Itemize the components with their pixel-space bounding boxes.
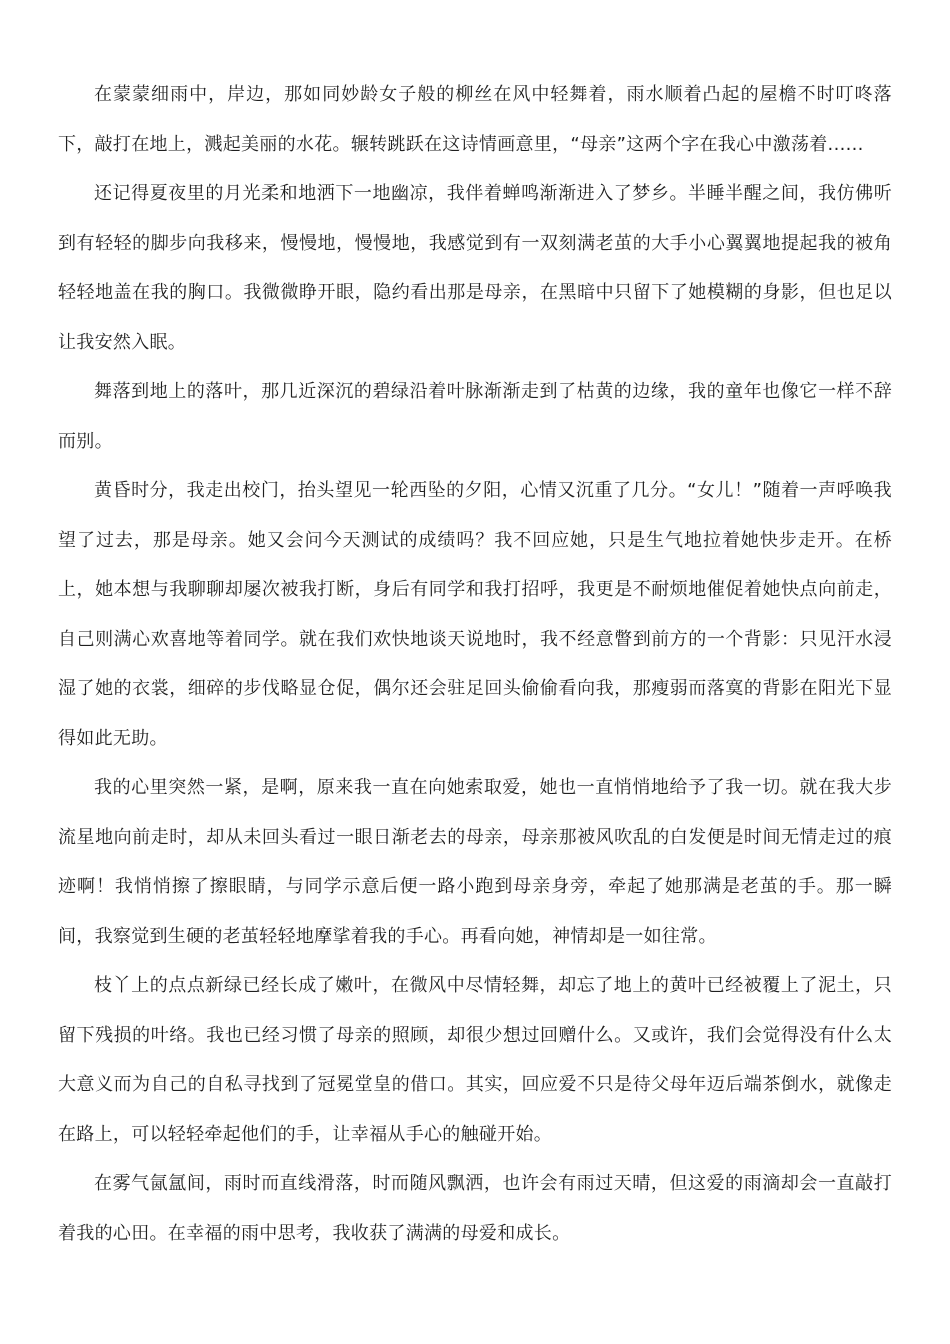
paragraph-6: 枝丫上的点点新绿已经长成了嫩叶，在微风中尽情轻舞，却忘了地上的黄叶已经被覆上了泥土，只留下残损的叶络。我也已经习惯了母亲的照顾，却很少想过回赠什么。又或许，我们会觉得没有什么太大意义而为自己的自私寻找到了冠冕堂皇的借口。其实，回应爱不只是待父母年迈后端茶倒水，就像走在路上，可以轻轻牵起他们的手，让幸福从手心的触碰开始。 (58, 975, 892, 1145)
paragraph-2: 还记得夏夜里的月光柔和地洒下一地幽凉，我伴着蝉鸣渐渐进入了梦乡。半睡半醒之间，我仿佛听到有轻轻的脚步向我移来，慢慢地，慢慢地，我感觉到有一双刻满老茧的大手小心翼翼地提起我的被角轻轻地盖在我的胸口。我微微睁开眼，隐约看出那是母亲，在黑暗中只留下了她模糊的身影，但也足以让我安然入眠。 (58, 183, 892, 353)
paragraph-4: 黄昏时分，我走出校门，抬头望见一轮西坠的夕阳，心情又沉重了几分。“女儿！”随着一声呼唤我望了过去，那是母亲。她又会问今天测试的成绩吗？我不回应她，只是生气地拉着她快步走开。在桥上，她本想与我聊聊却屡次被我打断，身后有同学和我打招呼，我更是不耐烦地催促着她快点向前走，自己则满心欢喜地等着同学。就在我们欢快地谈天说地时，我不经意瞥到前方的一个背影：只见汗水浸湿了她的衣裳，细碎的步伐略显仓促，偶尔还会驻足回头偷偷看向我，那瘦弱而落寞的背影在阳光下显得如此无助。 (58, 480, 892, 749)
paragraph-3: 舞落到地上的落叶，那几近深沉的碧绿沿着叶脉渐渐走到了枯黄的边缘，我的童年也像它一样不辞而别。 (58, 381, 892, 452)
paragraph-5: 我的心里突然一紧，是啊，原来我一直在向她索取爱，她也一直悄悄地给予了我一切。就在我大步流星地向前走时，却从未回头看过一眼日渐老去的母亲，母亲那被风吹乱的白发便是时间无情走过的痕迹啊！我悄悄擦了擦眼睛，与同学示意后便一路小跑到母亲身旁，牵起了她那满是老茧的手。那一瞬间，我察觉到生硬的老茧轻轻地摩挲着我的手心。再看向她，神情却是一如往常。 (58, 777, 892, 947)
paragraph-1: 在蒙蒙细雨中，岸边，那如同妙龄女子般的柳丝在风中轻舞着，雨水顺着凸起的屋檐不时叮咚落下，敲打在地上，溅起美丽的水花。辗转跳跃在这诗情画意里，“母亲”这两个字在我心中激荡着...... (58, 84, 892, 155)
essay-body (58, 70, 892, 1258)
paragraph-7: 在雾气氤氲间，雨时而直线滑落，时而随风飘洒，也许会有雨过天晴，但这爱的雨滴却会一直敲打着我的心田。在幸福的雨中思考，我收获了满满的母爱和成长。 (58, 1173, 892, 1244)
